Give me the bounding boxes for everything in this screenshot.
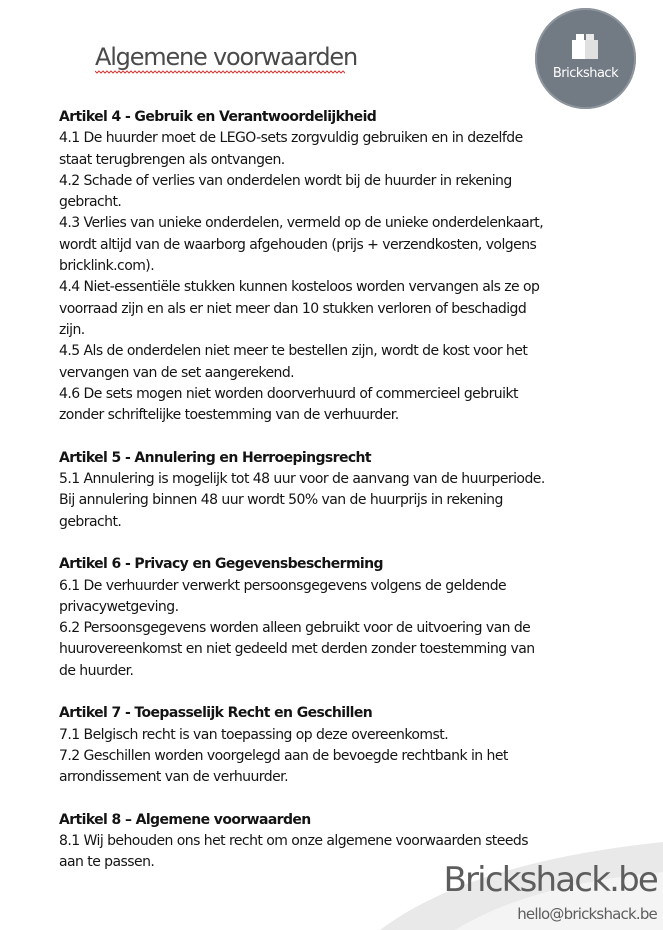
footer-brand: Brickshack.be bbox=[443, 860, 657, 900]
article-text-line: 4.1 De huurder moet de LEGO-sets zorgvuldig gebruiken en in dezelfde bbox=[59, 130, 523, 147]
logo-text: Brickshack bbox=[552, 66, 619, 81]
article-text-line: vervangen van de set aangerekend. bbox=[59, 364, 295, 381]
article-section bbox=[59, 554, 619, 682]
brickshack-logo bbox=[535, 8, 636, 109]
article-text-line: huurovereenkomst en niet gedeeld met derden zonder toestemming van bbox=[59, 641, 535, 658]
article-text-line: 4.3 Verlies van unieke onderdelen, vermeld op de unieke onderdelenkaart, bbox=[59, 215, 544, 232]
article-text-line: zijn. bbox=[59, 321, 85, 338]
article-text-line: voorraad zijn en als er niet meer dan 10 stukken verloren of beschadigd bbox=[59, 300, 527, 317]
article-text-line: wordt altijd van de waarborg afgehouden (prijs + verzendkosten, volgens bbox=[59, 236, 537, 253]
article-heading: Artikel 4 - Gebruik en Verantwoordelijkheid bbox=[59, 109, 377, 125]
article-text-line: zonder schriftelijke toestemming van de verhuurder. bbox=[59, 407, 399, 424]
article-text-line: 7.1 Belgisch recht is van toepassing op deze overeenkomst. bbox=[59, 726, 449, 743]
article-text-line: 6.2 Persoonsgegevens worden alleen gebruikt voor de uitvoering van de bbox=[59, 620, 531, 637]
article-text-line: 8.1 Wij behouden ons het recht om onze algemene voorwaarden steeds bbox=[59, 833, 528, 850]
article-text-line: 4.4 Niet-essentiële stukken kunnen kosteloos worden vervangen als ze op bbox=[59, 279, 540, 296]
lego-brick-icon bbox=[569, 31, 601, 61]
article-text-line: de huurder. bbox=[59, 662, 134, 679]
article-section bbox=[59, 703, 619, 788]
article-text-line: 4.2 Schade of verlies van onderdelen wordt bij de huurder in rekening bbox=[59, 172, 512, 189]
article-text-line: 5.1 Annulering is mogelijk tot 48 uur voor de aanvang van de huurperiode. bbox=[59, 471, 545, 488]
article-section bbox=[59, 448, 619, 533]
article-text-line: arrondissement van de verhuurder. bbox=[59, 769, 288, 786]
article-section bbox=[59, 107, 619, 426]
article-text-line: gebracht. bbox=[59, 513, 122, 530]
article-text-line: staat terugbrengen als ontvangen. bbox=[59, 151, 285, 168]
article-heading: Artikel 6 - Privacy en Gegevensbescherming bbox=[59, 556, 383, 573]
article-heading: Artikel 7 - Toepasselijk Recht en Geschillen bbox=[59, 705, 373, 722]
article-text-line: bricklink.com). bbox=[59, 258, 155, 275]
article-heading: Artikel 5 - Annulering en Herroepingsrecht bbox=[59, 449, 371, 466]
article-text-line: aan te passen. bbox=[59, 854, 155, 871]
article-text-line: 6.1 De verhuurder verwerkt persoonsgegevens volgens de geldende bbox=[59, 577, 507, 594]
article-text-line: privacywetgeving. bbox=[59, 598, 179, 615]
article-text-line: Bij annulering binnen 48 uur wordt 50% van de huurprijs in rekening bbox=[59, 492, 503, 509]
article-text-line: gebracht. bbox=[59, 194, 122, 211]
footer-email: hello@brickshack.be bbox=[517, 905, 657, 923]
article-text-line: 4.6 De sets mogen niet worden doorverhuurd of commercieel gebruikt bbox=[59, 385, 518, 402]
article-text-line: 7.2 Geschillen worden voorgelegd aan de bevoegde rechtbank in het bbox=[59, 747, 508, 764]
article-text-line: 4.5 Als de onderdelen niet meer te bestellen zijn, wordt de kost voor het bbox=[59, 343, 528, 360]
article-heading: Artikel 8 – Algemene voorwaarden bbox=[59, 811, 311, 828]
spellcheck-underline bbox=[95, 69, 345, 74]
page-title: Algemene voorwaarden bbox=[95, 43, 357, 71]
terms-content bbox=[59, 107, 619, 895]
